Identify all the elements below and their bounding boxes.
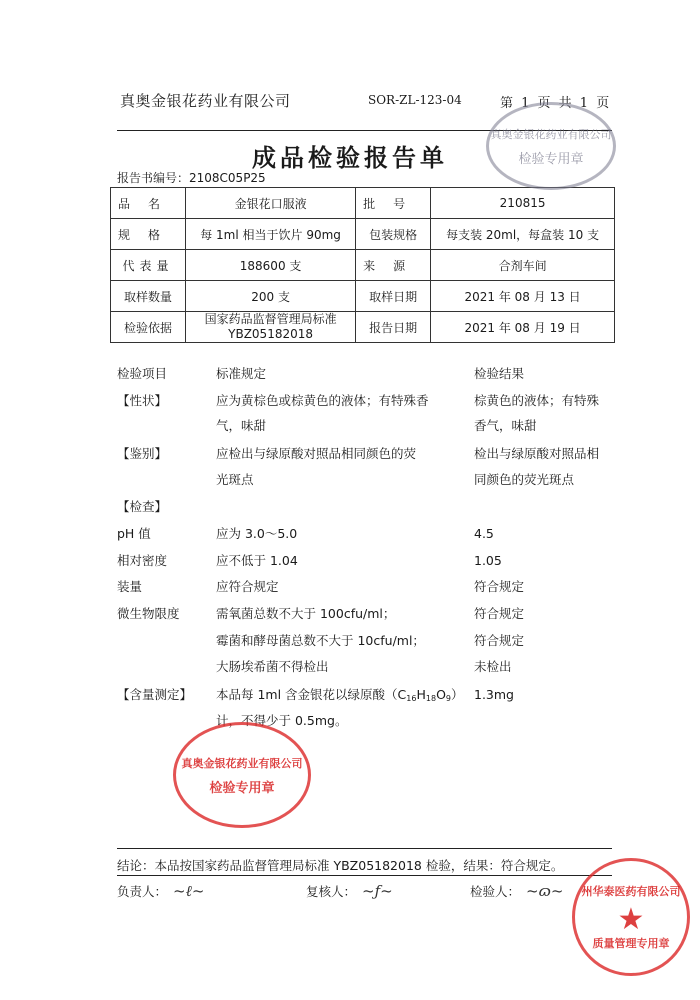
formula-close: ）	[451, 687, 464, 702]
col-header-item: 检验项目	[117, 366, 168, 381]
formula-h: H	[416, 687, 426, 702]
sample-date-value: 2021 年 08 月 13 日	[431, 281, 615, 312]
source-label: 来源	[356, 250, 431, 281]
package-spec-label: 包装规格	[356, 219, 431, 250]
batch-value: 210815	[431, 188, 615, 219]
reviewer-signature: ~ƒ~	[362, 882, 393, 900]
basis-label: 检验依据	[111, 312, 186, 343]
identification-standard-2: 光斑点	[216, 472, 254, 487]
microbe-result-2: 符合规定	[474, 633, 525, 648]
assay-item: 【含量测定】	[117, 687, 193, 702]
qc-stamp-red-ring-text: 真奥金银花药业有限公司	[181, 756, 303, 770]
quantity-value: 188600 支	[186, 250, 356, 281]
product-name-value: 金银花口服液	[186, 188, 356, 219]
basis-value	[186, 312, 356, 343]
qa-stamp-red	[572, 858, 690, 976]
conclusion-divider-bottom	[117, 875, 612, 876]
company-name: 真奥金银花药业有限公司	[120, 92, 291, 110]
qc-stamp-ring-text: 真奥金银花药业有限公司	[490, 127, 612, 141]
microbe-result-1: 符合规定	[474, 606, 525, 621]
density-standard: 应不低于 1.04	[216, 553, 298, 568]
responsible-signature: ~ℓ~	[173, 882, 205, 900]
info-table	[110, 187, 615, 343]
formula-o: O	[436, 687, 446, 702]
table-row	[111, 312, 615, 343]
report-date-label: 报告日期	[356, 312, 431, 343]
product-name-label: 品名	[111, 188, 186, 219]
qa-stamp-core-text: 质量管理专用章	[592, 937, 670, 950]
identification-result-2: 同颜色的荧光斑点	[474, 472, 575, 487]
responsible-label: 负责人：	[117, 884, 168, 899]
report-date-value: 2021 年 08 月 19 日	[431, 312, 615, 343]
density-item: 相对密度	[117, 553, 168, 568]
microbe-item: 微生物限度	[117, 606, 180, 621]
appearance-standard-2: 气，味甜	[216, 418, 267, 433]
conclusion-text: 结论：本品按国家药品监督管理局标准 YBZ05182018 检验，结果：符合规定。	[117, 858, 564, 873]
identification-result-1: 检出与绿原酸对照品相	[474, 446, 600, 461]
formula-sub-o: 9	[445, 694, 451, 703]
inspector-label: 检验人：	[470, 884, 521, 899]
qc-stamp-red-core-text: 检验专用章	[209, 780, 275, 796]
package-spec-value: 每支装 20ml，每盒装 10 支	[431, 219, 615, 250]
sample-date-label: 取样日期	[356, 281, 431, 312]
col-header-result: 检验结果	[474, 366, 525, 381]
table-row	[111, 219, 615, 250]
microbe-result-3: 未检出	[474, 659, 512, 674]
microbe-standard-2: 霉菌和酵母菌总数不大于 10cfu/ml；	[216, 633, 425, 648]
batch-label: 批号	[356, 188, 431, 219]
source-value: 合剂车间	[431, 250, 615, 281]
table-row	[111, 281, 615, 312]
microbe-standard-3: 大肠埃希菌不得检出	[216, 659, 329, 674]
sample-qty-value: 200 支	[186, 281, 356, 312]
ph-result: 4.5	[474, 526, 494, 541]
appearance-result-2: 香气，味甜	[474, 418, 537, 433]
quantity-label: 代表量	[111, 250, 186, 281]
formula-sub-c: 16	[406, 694, 417, 703]
table-row	[111, 250, 615, 281]
sample-qty-label: 取样数量	[111, 281, 186, 312]
volume-result: 符合规定	[474, 579, 525, 594]
star-icon: ★	[617, 902, 645, 937]
report-number: 报告书编号：2108C05P25	[117, 171, 266, 185]
qc-stamp-red	[173, 722, 311, 828]
assay-result: 1.3mg	[474, 687, 514, 702]
assay-standard-text: 本品每 1ml 含金银花以绿原酸（C	[216, 687, 407, 702]
document-code: SOR-ZL-123-04	[368, 93, 462, 107]
signature-reviewer	[306, 882, 393, 900]
qa-stamp-ring-text: 州华泰医药有限公司	[581, 885, 681, 898]
inspection-item: 【检查】	[117, 499, 168, 514]
col-header-standard: 标准规定	[216, 366, 267, 381]
appearance-item: 【性状】	[117, 393, 168, 408]
spec-label: 规格	[111, 219, 186, 250]
volume-item: 装量	[117, 579, 143, 594]
signature-responsible	[117, 882, 204, 901]
reviewer-label: 复核人：	[306, 884, 357, 899]
spec-value: 每 1ml 相当于饮片 90mg	[186, 219, 356, 250]
basis-value-line1: 国家药品监督管理局标准	[204, 312, 337, 326]
assay-standard-2: 计，不得少于 0.5mg。	[216, 713, 348, 728]
identification-item: 【鉴别】	[117, 446, 168, 461]
identification-standard-1: 应检出与绿原酸对照品相同颜色的荧	[216, 446, 417, 461]
appearance-result-1: 棕黄色的液体；有特殊	[474, 393, 600, 408]
qc-stamp-core-text: 检验专用章	[518, 151, 584, 167]
formula-sub-h: 18	[425, 694, 437, 703]
page-title: 成品检验报告单	[252, 144, 448, 172]
signature-inspector	[470, 882, 563, 900]
conclusion-divider-top	[117, 848, 612, 849]
qc-stamp-gray	[486, 102, 616, 190]
basis-value-line2: YBZ05182018	[228, 327, 314, 341]
table-row	[111, 188, 615, 219]
density-result: 1.05	[474, 553, 502, 568]
volume-standard: 应符合规定	[216, 579, 279, 594]
page-info: 第 1 页 共 1 页	[500, 96, 610, 111]
appearance-standard-1: 应为黄棕色或棕黄色的液体；有特殊香	[216, 393, 429, 408]
assay-standard-1	[216, 682, 476, 711]
inspector-signature: ~ɷ~	[526, 882, 564, 900]
ph-item: pH 值	[117, 526, 151, 541]
microbe-standard-1: 需氧菌总数不大于 100cfu/ml；	[216, 606, 396, 621]
ph-standard: 应为 3.0～5.0	[216, 526, 298, 541]
